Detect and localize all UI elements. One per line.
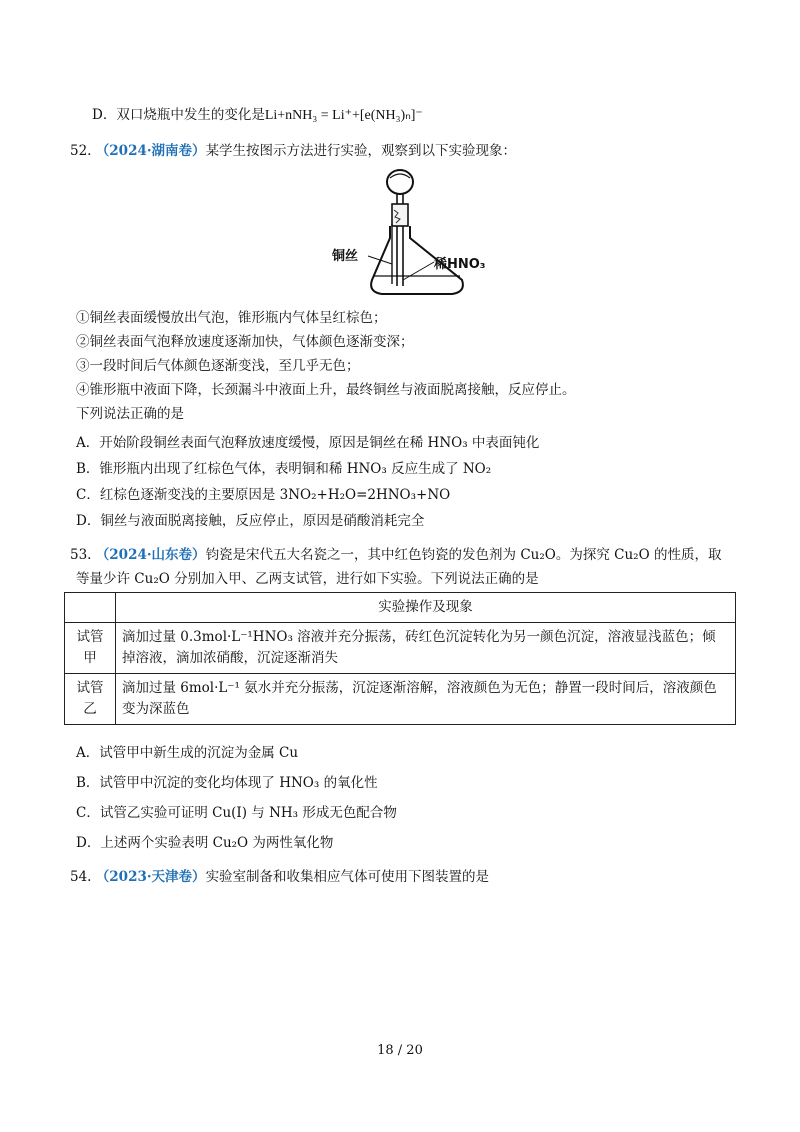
q51-option-d-equation: Li+nNH₃ = Li⁺+[e(NH₃)ₙ]⁻ [264, 108, 423, 123]
q53-stem-line2: 等量少许 Cu₂O 分别加入甲、乙两支试管，进行如下实验。下列说法正确的是 [76, 571, 539, 587]
observation-2: ②铜丝表面气泡释放速度逐渐加快，气体颜色逐渐变深； [76, 334, 414, 350]
q52-option-d: D．铜丝与液面脱离接触，反应停止，原因是硝酸消耗完全 [76, 513, 425, 529]
q53-stem [70, 543, 721, 591]
row-text-tube-b: 滴加过量 6mol·L⁻¹ 氨水并充分振荡，沉淀逐渐溶解，溶液颜色为无色；静置一段时间后，溶液颜色变为深蓝色 [116, 674, 736, 725]
row-label-tube-a: 试管甲 [65, 623, 116, 674]
q52-observations [76, 306, 576, 426]
q53-number: 53. [70, 547, 92, 563]
q52-number: 52. [70, 143, 92, 159]
row-text-tube-a: 滴加过量 0.3mol·L⁻¹HNO₃ 溶液并充分振荡，砖红色沉淀转化为另一颜色沉淀，溶液显浅蓝色；倾掉溶液，滴加浓硝酸，沉淀逐渐消失 [116, 623, 736, 674]
figure-label-dilute-hno3: 稀HNO₃ [434, 257, 486, 272]
q52-option-a: A．开始阶段铜丝表面气泡释放速度缓慢，原因是铜丝在稀 HNO₃ 中表面钝化 [76, 435, 540, 451]
q53-option-c: C．试管乙实验可证明 Cu(Ⅰ) 与 NH₃ 形成无色配合物 [76, 805, 397, 821]
q52-options [76, 430, 539, 534]
q51-option-d [92, 103, 423, 124]
table-header: 实验操作及现象 [116, 593, 736, 623]
q53-source: （2024·山东卷） [95, 547, 206, 563]
table-header-row [65, 593, 736, 623]
q52-prompt: 下列说法正确的是 [76, 406, 184, 422]
q51-option-d-label: D． [92, 107, 117, 123]
figure-label-copper-wire: 铜丝 [332, 249, 359, 264]
q52-stem-text: 某学生按图示方法进行实验，观察到以下实验现象： [205, 143, 517, 159]
q53-stem-line1: 钧瓷是宋代五大名瓷之一，其中红色钧瓷的发色剂为 Cu₂O。为探究 Cu₂O 的性质，取 [205, 547, 722, 563]
q53-option-d: D．上述两个实验表明 Cu₂O 为两性氧化物 [76, 835, 334, 851]
experiment-table [64, 592, 736, 725]
q54-source: （2023·天津卷） [95, 869, 206, 885]
q52-option-b: B．锥形瓶内出现了红棕色气体，表明铜和稀 HNO₃ 反应生成了 NO₂ [76, 461, 492, 477]
observation-4: ④锥形瓶中液面下降，长颈漏斗中液面上升，最终铜丝与液面脱离接触，反应停止。 [76, 382, 576, 398]
observation-3: ③一段时间后气体颜色逐渐变浅，至几乎无色； [76, 358, 360, 374]
q54-stem-text: 实验室制备和收集相应气体可使用下图装置的是 [205, 869, 490, 885]
q54-number: 54. [70, 869, 92, 885]
row-label-tube-b: 试管乙 [65, 674, 116, 725]
page-number: 18 / 20 [377, 1043, 423, 1058]
q51-option-d-text: 双口烧瓶中发生的变化是 [116, 107, 265, 123]
q52-stem [70, 139, 516, 159]
table-row [65, 623, 736, 674]
q54-stem [70, 865, 489, 885]
table-row [65, 674, 736, 725]
table-corner-cell [65, 593, 116, 623]
q52-source: （2024·湖南卷） [95, 143, 206, 159]
q53-option-b: B．试管甲中沉淀的变化均体现了 HNO₃ 的氧化性 [76, 775, 378, 791]
q53-options [76, 738, 397, 858]
q52-option-c: C．红棕色逐渐变浅的主要原因是 3NO₂+H₂O=2HNO₃+NO [76, 487, 451, 503]
stopper [392, 204, 408, 226]
observation-1: ①铜丝表面缓慢放出气泡，锥形瓶内气体呈红棕色； [76, 310, 387, 326]
q53-option-a: A．试管甲中新生成的沉淀为金属 Cu [76, 745, 299, 761]
apparatus-figure [330, 168, 520, 300]
